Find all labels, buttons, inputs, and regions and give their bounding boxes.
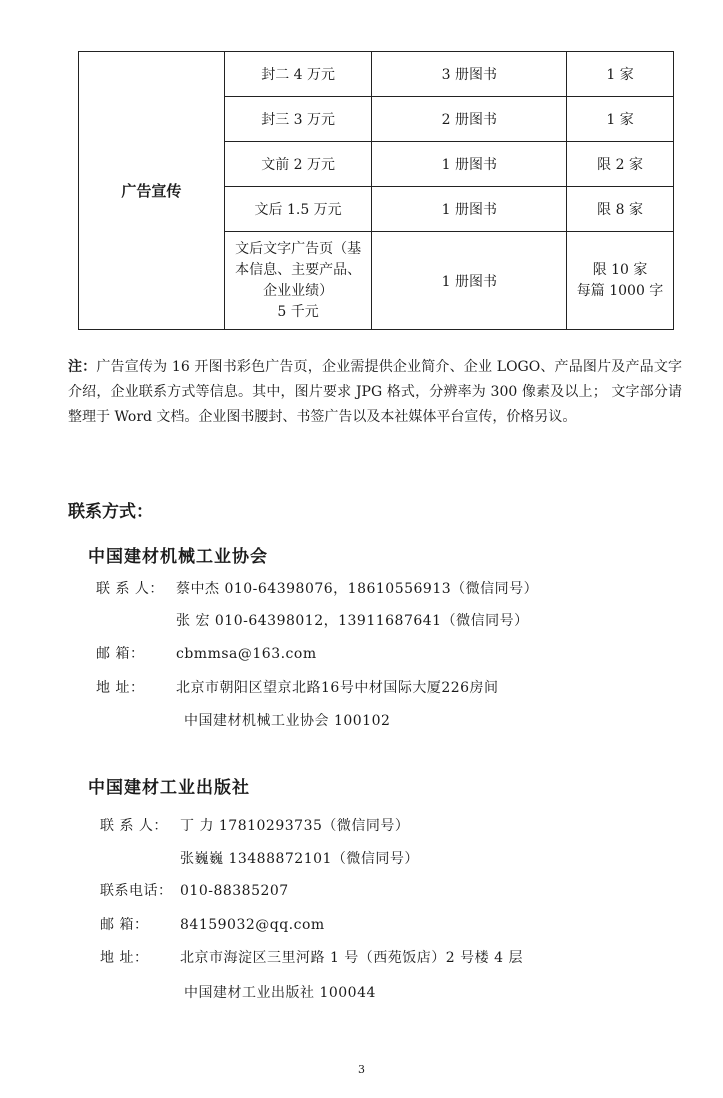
contact-value: 丁 力 17810293735（微信同号） xyxy=(180,818,410,834)
org2-address-line-2: 中国建材工业出版社 100044 xyxy=(184,985,376,1001)
limit-cell-multiline xyxy=(567,232,674,330)
books-cell: 2 册图书 xyxy=(372,97,567,142)
phone-label: 联系电话： xyxy=(100,883,173,899)
books-cell: 1 册图书 xyxy=(372,142,567,187)
price-cell-multiline xyxy=(224,232,372,330)
price-line: 企业业绩） xyxy=(263,282,334,299)
email-value[interactable]: cbmmsa@163.com xyxy=(176,646,317,662)
contact-label: 联 系 人： xyxy=(100,818,168,834)
price-cell: 文后 1.5 万元 xyxy=(224,187,372,232)
org1-address-line-1 xyxy=(96,677,499,697)
address-label: 地 址： xyxy=(96,680,145,696)
price-line: 5 千元 xyxy=(277,303,319,320)
contact-heading: 联系方式： xyxy=(68,502,153,522)
books-cell: 1 册图书 xyxy=(372,232,567,330)
books-cell: 3 册图书 xyxy=(372,52,567,97)
email-value[interactable]: 84159032@qq.com xyxy=(180,917,325,933)
note-paragraph xyxy=(68,355,682,430)
ad-category-cell: 广告宣传 xyxy=(79,52,225,330)
limit-line: 限 10 家 xyxy=(592,261,648,278)
address-value: 北京市朝阳区望京北路16号中材国际大厦226房间 xyxy=(176,680,499,696)
limit-cell: 1 家 xyxy=(567,52,674,97)
price-cell: 封二 4 万元 xyxy=(224,52,372,97)
price-line: 文后文字广告页（基 xyxy=(235,240,362,257)
page-number: 3 xyxy=(358,1063,365,1076)
limit-cell: 1 家 xyxy=(567,97,674,142)
note-text: 广告宣传为 16 开图书彩色广告页，企业需提供企业简介、企业 LOGO、产品图片及产品文字介绍，企业联系方式等信息。其中，图片要求 JPG 格式，分辨率为 300 像素及以上； 文字部分请整理于 Word 文档。企业图书腰封、书签广告以及本社媒体平台宣传，价格另议。 xyxy=(68,359,683,425)
limit-cell: 限 2 家 xyxy=(567,142,674,187)
price-line: 本信息、主要产品、 xyxy=(235,261,362,278)
org2-contact-line-1 xyxy=(100,815,409,835)
org1-contact-line-1 xyxy=(96,578,538,598)
org1-address-line-2: 中国建材机械工业协会 100102 xyxy=(184,713,391,729)
org1-contact-line-2: 张 宏 010-64398012，13911687641（微信同号） xyxy=(176,613,529,629)
books-cell: 1 册图书 xyxy=(372,187,567,232)
org2-phone-line xyxy=(100,880,289,900)
org2-name: 中国建材工业出版社 xyxy=(88,778,250,798)
ad-pricing-table xyxy=(78,51,674,330)
price-cell: 封三 3 万元 xyxy=(224,97,372,142)
contact-label: 联 系 人： xyxy=(96,581,164,597)
org2-contact-line-2: 张巍巍 13488872101（微信同号） xyxy=(180,851,419,867)
org1-name: 中国建材机械工业协会 xyxy=(88,547,268,567)
note-label: 注： xyxy=(68,359,97,375)
email-label: 邮 箱： xyxy=(96,646,145,662)
table-row xyxy=(79,52,674,97)
org2-email-line xyxy=(100,914,325,934)
address-label: 地 址： xyxy=(100,950,149,966)
org2-address-line-1 xyxy=(100,947,523,967)
org1-email-line xyxy=(96,643,317,663)
address-value: 北京市海淀区三里河路 1 号（西苑饭店）2 号楼 4 层 xyxy=(180,950,523,966)
limit-line: 每篇 1000 字 xyxy=(576,282,664,299)
email-label: 邮 箱： xyxy=(100,917,149,933)
contact-value: 蔡中杰 010-64398076，18610556913（微信同号） xyxy=(176,581,539,597)
phone-value: 010-88385207 xyxy=(180,883,289,899)
limit-cell: 限 8 家 xyxy=(567,187,674,232)
price-cell: 文前 2 万元 xyxy=(224,142,372,187)
